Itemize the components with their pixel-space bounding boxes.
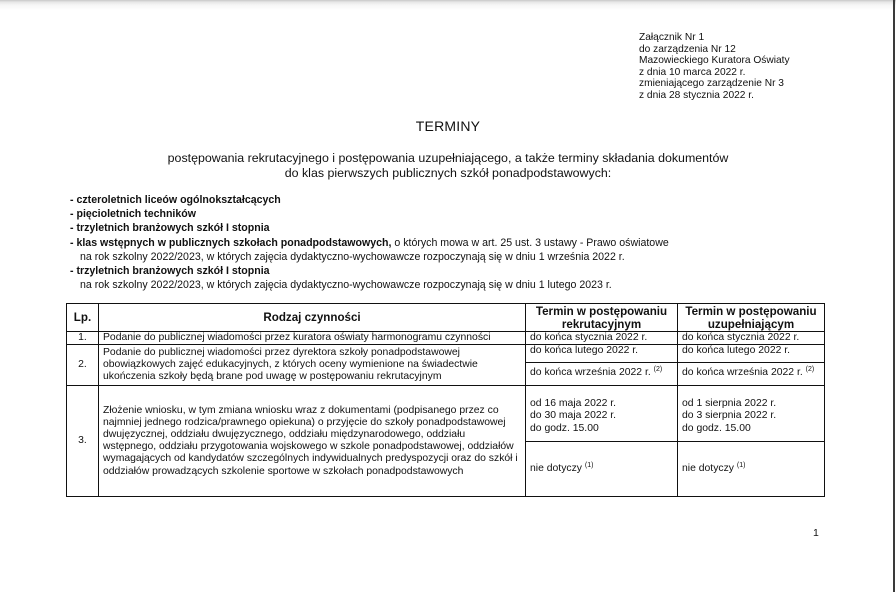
footnote-ref: (1)	[584, 462, 594, 470]
row-lp: 1.	[67, 332, 99, 345]
viewer-top-shadow	[0, 0, 896, 10]
school-type-note: na rok szkolny 2022/2023, w których zajęcia dydaktyczno-wychowawcze rozpoczynają się w dniu 1 lutego 2023 r.	[80, 279, 612, 292]
row-supplementary	[678, 363, 825, 386]
date-text: do końca września 2022 r.	[530, 367, 651, 379]
row-activity: Podanie do publicznej wiadomości przez dyrektora szkoły ponadpodstawowej obowiązkowych zajęć edukacyjnych, z których oceny wymienione na świadectwie ukończenia szkoły będą brane pod uwagę w postępowaniu rekrutacyjnym	[99, 345, 526, 386]
header-text: rekrutacyjnym	[561, 317, 642, 331]
school-type: - trzyletnich branżowych szkół I stopnia	[70, 265, 270, 278]
row-supplementary: do końca stycznia 2022 r.	[678, 332, 825, 345]
date-text: do 30 maja 2022 r.	[530, 410, 617, 422]
row-recruitment: do końca stycznia 2022 r.	[526, 332, 678, 345]
school-type-detail: o których mowa w art. 25 ust. 3 ustawy - Prawo oświatowe	[391, 236, 669, 249]
annex-line: Załącznik Nr 1	[639, 32, 705, 43]
row-recruitment	[526, 442, 678, 497]
row-activity: Podanie do publicznej wiadomości przez kuratora oświaty harmonogramu czynności	[99, 332, 526, 345]
row-recruitment	[526, 363, 678, 386]
school-type: - pięcioletnich techników	[70, 208, 196, 221]
school-type: - czteroletnich liceów ogólnokształcących	[70, 194, 281, 206]
subtitle-line: postępowania rekrutacyjnego i postępowania uzupełniającego, a także terminy składania dokumentów	[167, 151, 729, 165]
row-recruitment	[526, 386, 678, 442]
row-lp: 3.	[67, 386, 99, 497]
subtitle-line: do klas pierwszych publicznych szkół ponadpodstawowych:	[284, 166, 612, 180]
annex-line: z dnia 10 marca 2022 r.	[639, 66, 746, 78]
annex-line: do zarządzenia Nr 12	[639, 43, 736, 55]
table-row	[67, 345, 825, 363]
date-text: nie dotyczy	[530, 463, 582, 475]
table-header-row	[67, 304, 825, 332]
row-lp: 2.	[67, 345, 99, 386]
footnote-ref: (1)	[736, 462, 746, 470]
row-supplementary	[678, 442, 825, 497]
viewer-scrollbar-edge[interactable]	[893, 0, 895, 592]
school-type: - trzyletnich branżowych szkół I stopnia	[70, 222, 270, 235]
date-text: od 1 sierpnia 2022 r.	[682, 398, 777, 410]
row-recruitment: do końca lutego 2022 r.	[526, 345, 678, 363]
document-subtitle	[0, 151, 896, 181]
header-text: uzupełniającym	[707, 317, 795, 331]
row-supplementary	[678, 386, 825, 442]
date-text: do końca września 2022 r.	[682, 367, 803, 379]
school-type-note: na rok szkolny 2022/2023, w których zajęcia dydaktyczno-wychowawcze rozpoczynają się w dniu 1 września 2022 r.	[80, 250, 625, 263]
date-text: nie dotyczy	[682, 463, 734, 475]
date-text: do godz. 15.00	[530, 422, 599, 434]
annex-line: zmieniającego zarządzenie Nr 3	[639, 78, 784, 90]
footnote-ref: (2)	[653, 366, 663, 374]
annex-header	[639, 32, 790, 102]
annex-line: Mazowieckiego Kuratora Oświaty	[639, 55, 790, 67]
header-activity: Rodzaj czynności	[99, 304, 526, 332]
annex-line: z dnia 28 stycznia 2022 r.	[639, 89, 754, 101]
header-supplementary	[678, 304, 825, 332]
footnote-ref: (2)	[805, 366, 815, 374]
header-recruitment	[526, 304, 678, 332]
row-activity: Złożenie wniosku, w tym zmiana wniosku wraz z dokumentami (podpisanego przez co najmniej jednego rodzica/prawnego opiekuna) o przyjęcie do szkoły ponadpodstawowej dwujęzycznej, oddziału dwujęzycznego, oddziału międzynarodowego, oddziału wstępnego, oddziału przygotowania wojskowego w szkole ponadpodstawowej, oddziałów wymagających od kandydatów szczególnych indywidualnych predyspozycji oraz do szkół i oddziałów prowadzących szkolenie sportowe w szkołach ponadpodstawowych	[99, 386, 526, 497]
page-number: 1	[813, 527, 819, 539]
date-text: od 16 maja 2022 r.	[530, 398, 617, 410]
header-lp: Lp.	[67, 304, 99, 332]
header-text: Termin w postępowaniu	[685, 304, 817, 318]
school-types-list	[70, 193, 669, 292]
date-text: do godz. 15.00	[682, 422, 751, 434]
table-row	[67, 332, 825, 345]
school-type: - klas wstępnych w publicznych szkołach ponadpodstawowych,	[70, 236, 392, 249]
row-supplementary: do końca lutego 2022 r.	[678, 345, 825, 363]
document-title: TERMINY	[415, 118, 481, 134]
table-row	[67, 386, 825, 442]
header-text: Termin w postępowaniu	[535, 304, 668, 318]
date-text: do 3 sierpnia 2022 r.	[682, 410, 777, 422]
schedule-table	[66, 303, 825, 497]
